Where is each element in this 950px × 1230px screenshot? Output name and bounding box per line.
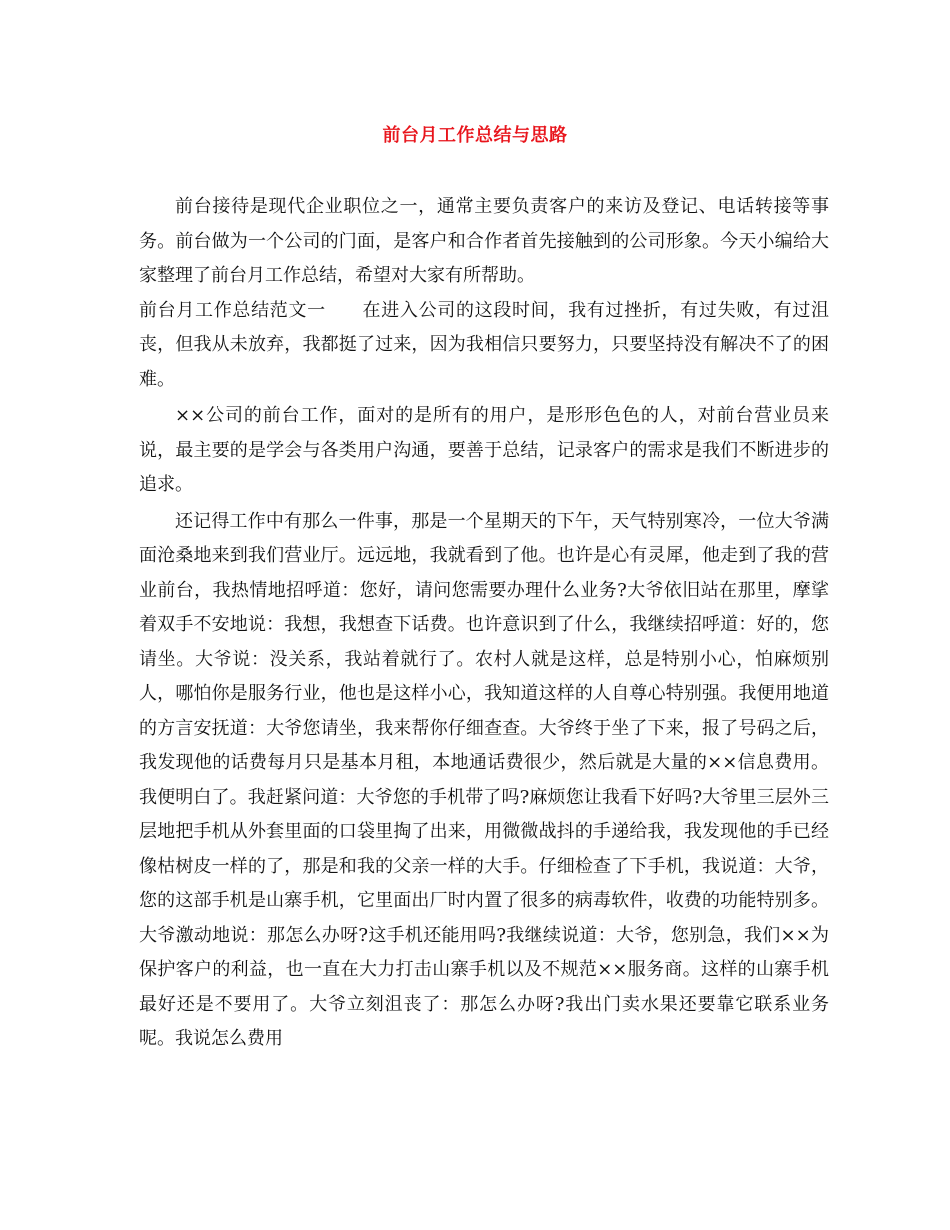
sample-one-text: 在进入公司的这段时间，我有过挫折，有过失败，有过沮丧，但我从未放弃，我都挺了过来，因为我相信只要努力，只要坚持没有解决不了的困难。	[139, 299, 829, 390]
document-title: 前台月工作总结与思路	[382, 125, 568, 146]
paragraph-story: 还记得工作中有那么一件事，那是一个星期天的下午，天气特别寒冷，一位大爷满面沧桑地来到我们营业厅。远远地，我就看到了他。也许是心有灵犀，他走到了我的营业前台，我热情地招呼道：您好，请问您需要办理什么业务?大爷依旧站在那里，摩挲着双手不安地说：我想，我想查下话费。也许意识到了什么，我继续招呼道：好的，您请坐。大爷说：没关系，我站着就行了。农村人就是这样，总是特别小心，怕麻烦别人，哪怕你是服务行业，他也是这样小心，我知道这样的人自尊心特别强。我便用地道的方言安抚道：大爷您请坐，我来帮你仔细查查。大爷终于坐了下来，报了号码之后，我发现他的话费每月只是基本月租，本地通话费很少，然后就是大量的××信息费用。我便明白了。我赶紧问道：大爷您的手机带了吗?麻烦您让我看下好吗?大爷里三层外三层地把手机从外套里面的口袋里掏了出来，用微微战抖的手递给我，我发现他的手已经像枯树皮一样的了，那是和我的父亲一样的大手。仔细检查了下手机，我说道：大爷，您的这部手机是山寨手机，它里面出厂时内置了很多的病毒软件，收费的功能特别多。大爷激动地说：那怎么办呀?这手机还能用吗?我继续说道：大爷，您别急，我们××为保护客户的利益，也一直在大力打击山寨手机以及不规范××服务商。这样的山寨手机最好还是不要用了。大爷立刻沮丧了：那怎么办呀?我出门卖水果还要靠它联系业务呢。我说怎么费用	[139, 510, 829, 1049]
paragraph-front-desk-work: ××公司的前台工作，面对的是所有的用户，是形形色色的人，对前台营业员来说，最主要的是学会与各类用户沟通，要善于总结，记录客户的需求是我们不断进步的追求。	[139, 405, 829, 495]
paragraph-intro: 前台接待是现代企业职位之一，通常主要负责客户的来访及登记、电话转接等事务。前台做为一个公司的门面，是客户和合作者首先接触到的公司形象。今天小编给大家整理了前台月工作总结，希望对大家有所帮助。	[139, 196, 829, 286]
sample-heading: 前台月工作总结范文一	[139, 299, 326, 321]
paragraph-sample-one	[139, 294, 829, 398]
document-body	[139, 190, 829, 1057]
